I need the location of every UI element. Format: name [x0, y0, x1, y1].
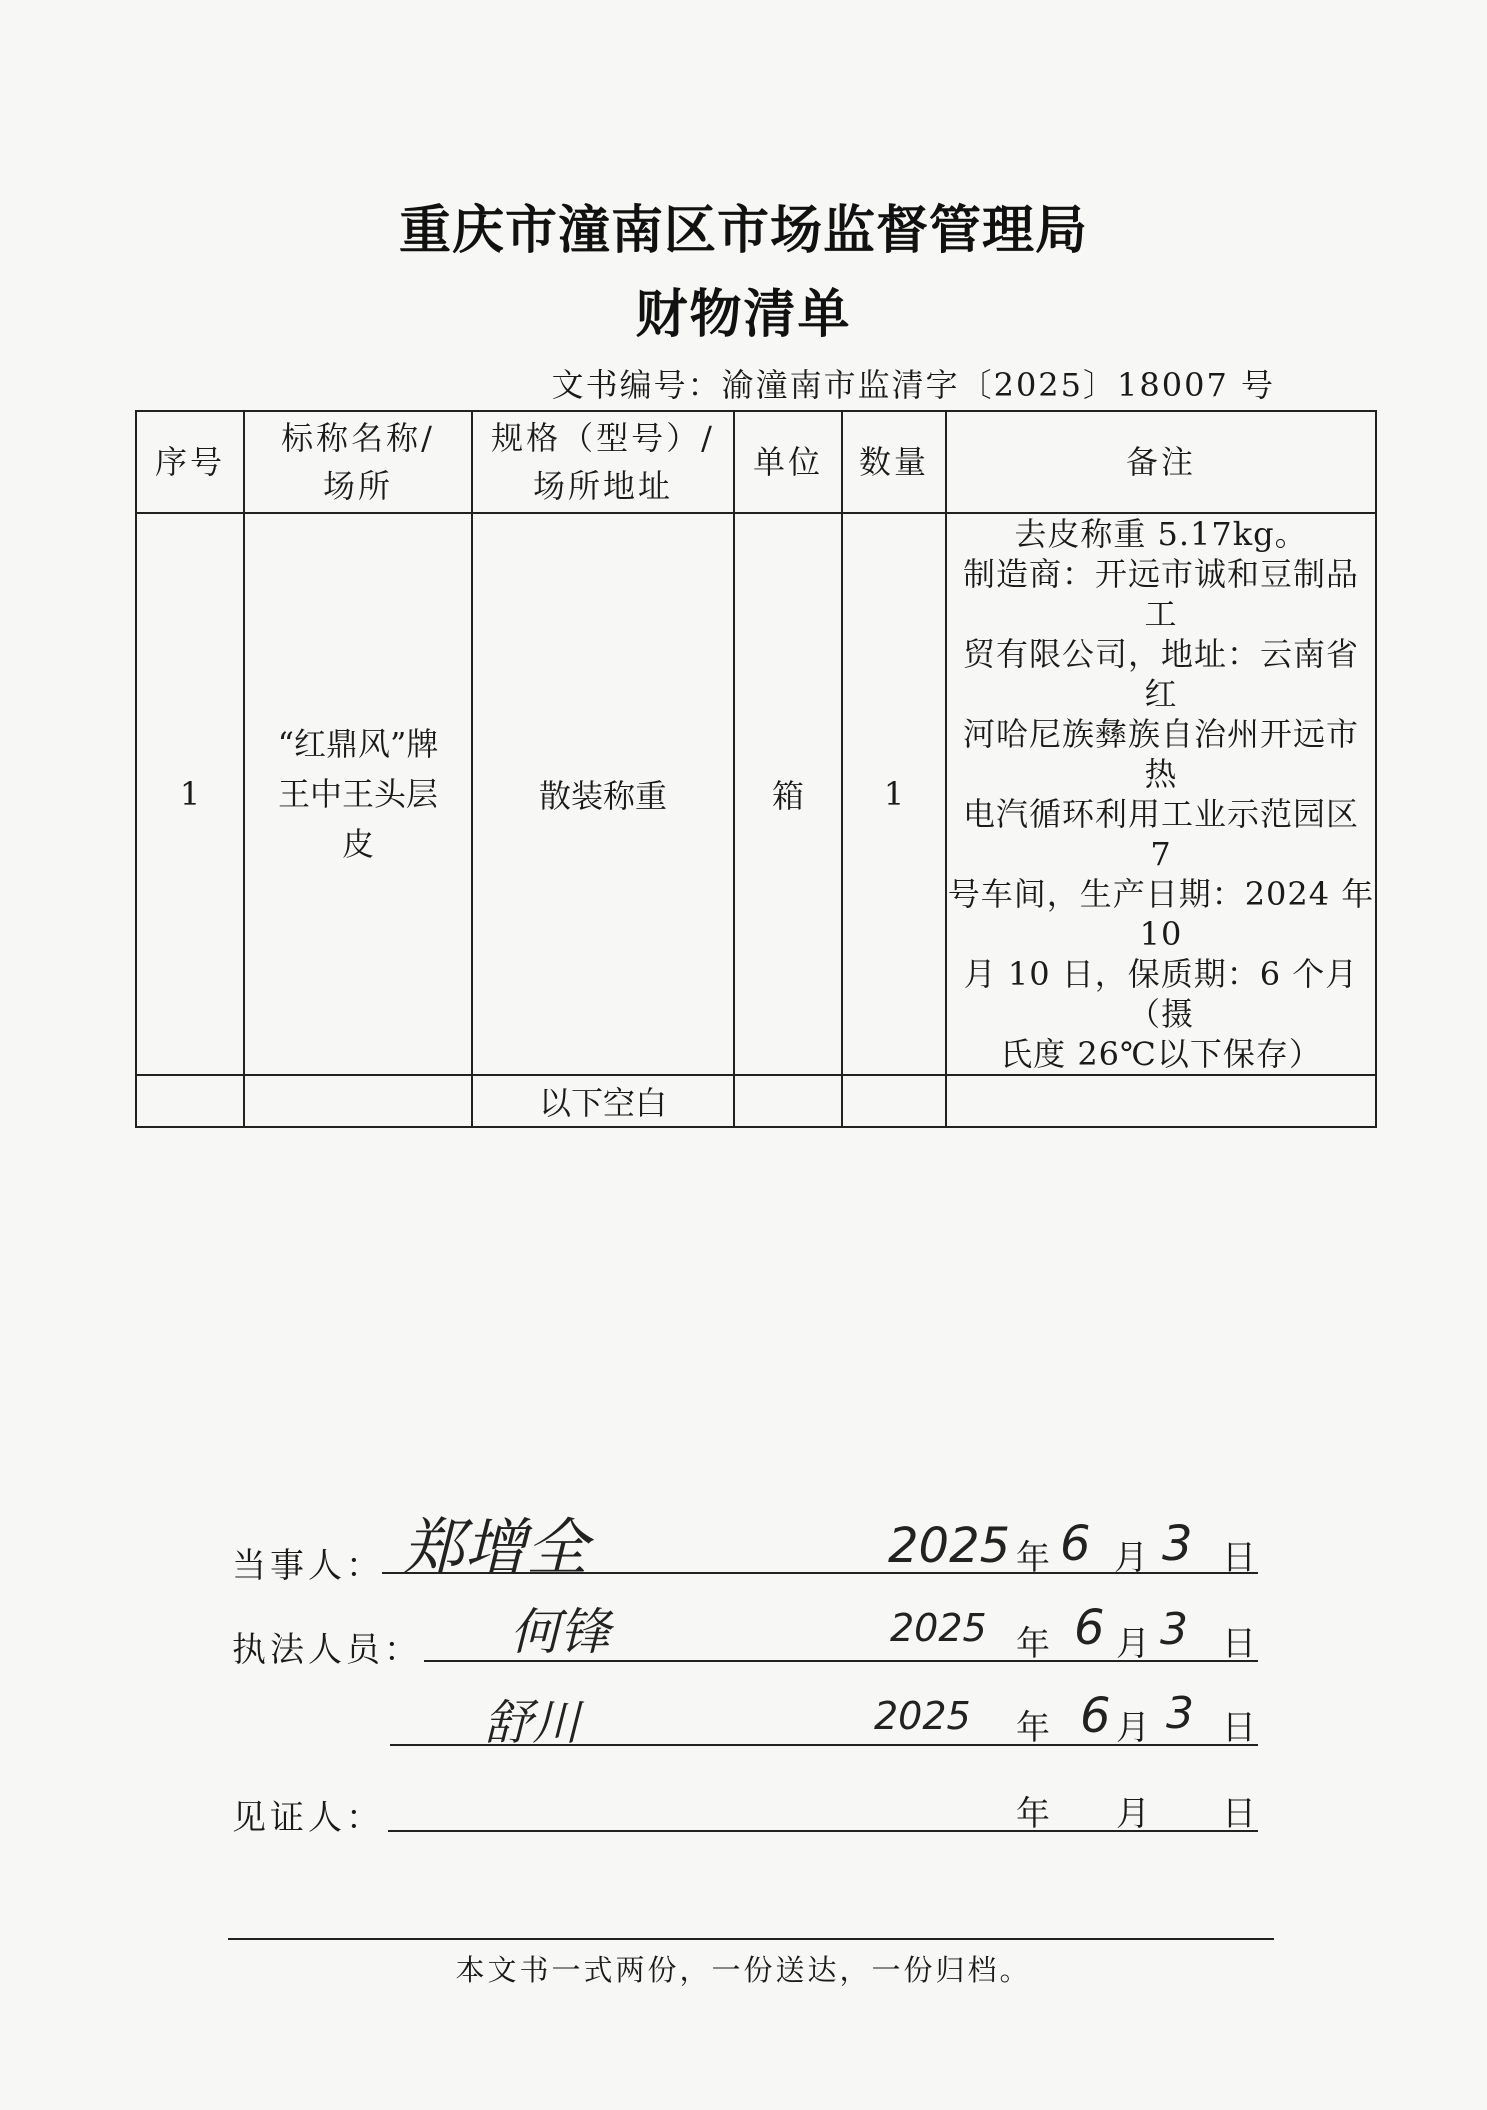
cell-remark — [946, 513, 1376, 1075]
officer1-date-year: 2025 — [890, 1606, 987, 1650]
witness-year-char: 年 — [1016, 1794, 1050, 1834]
witness-label: 见证人： — [232, 1798, 384, 1838]
remark-line: 制造商：开远市诚和豆制品工 — [962, 555, 1359, 633]
party-year-char: 年 — [1016, 1538, 1050, 1578]
officer2-day-char: 日 — [1222, 1708, 1256, 1748]
party-date-month: 6 — [1060, 1516, 1091, 1572]
cell-qty: 1 — [842, 513, 946, 1075]
party-date-year: 2025 — [888, 1518, 1011, 1574]
officer1-date-day: 3 — [1160, 1604, 1188, 1655]
header-qty: 数量 — [842, 411, 946, 513]
document-title: 财物清单 — [635, 285, 852, 345]
header-remark: 备注 — [946, 411, 1376, 513]
officer1-day-char: 日 — [1222, 1624, 1256, 1664]
header-spec-line1: 规格（型号）/ — [491, 419, 715, 457]
remark-line: 河哈尼族彝族自治州开远市热 — [962, 715, 1359, 793]
blank-note: 以下空白 — [472, 1075, 734, 1127]
table-header-row — [136, 411, 1376, 513]
footer-divider — [228, 1938, 1274, 1940]
officer2-signature: 舒川 — [484, 1695, 581, 1751]
officer2-date-year: 2025 — [874, 1694, 971, 1738]
cell-name-line2: 王中王头层 — [277, 775, 438, 813]
party-date-day: 3 — [1162, 1516, 1193, 1572]
remark-line: 电汽循环利用工业示范园区 7 — [962, 795, 1359, 873]
document-number: 文书编号：渝潼南市监清字〔2025〕18007 号 — [551, 366, 1275, 404]
remark-line: 号车间，生产日期：2024 年 10 — [947, 875, 1375, 953]
header-spec-line2: 场所地址 — [532, 467, 673, 505]
table-row-blank — [136, 1075, 1376, 1127]
agency-title: 重庆市潼南区市场监督管理局 — [398, 201, 1088, 261]
party-signature: 郑增全 — [402, 1511, 589, 1584]
cell-unit: 箱 — [734, 513, 842, 1075]
officer1-signature: 何锋 — [510, 1603, 610, 1661]
party-label: 当事人： — [232, 1546, 384, 1586]
cell-name — [244, 513, 472, 1075]
remark-line: 贸有限公司，地址：云南省红 — [962, 635, 1359, 713]
witness-month-char: 月 — [1116, 1794, 1150, 1834]
header-name-line2: 场所 — [322, 467, 393, 505]
officer2-month-char: 月 — [1116, 1708, 1150, 1748]
officer2-date-day: 3 — [1166, 1688, 1194, 1739]
officer2-date-month: 6 — [1080, 1688, 1111, 1744]
header-unit: 单位 — [734, 411, 842, 513]
officer2-year-char: 年 — [1016, 1708, 1050, 1748]
cell-name-line1: “红鼎风”牌 — [277, 725, 439, 763]
officer1-month-char: 月 — [1116, 1624, 1150, 1664]
remark-line: 去皮称重 5.17kg。 — [1014, 515, 1308, 553]
header-spec — [472, 411, 734, 513]
party-month-char: 月 — [1114, 1538, 1148, 1578]
property-list-table — [135, 410, 1377, 1128]
table-row — [136, 513, 1376, 1075]
header-name — [244, 411, 472, 513]
cell-seq: 1 — [136, 513, 244, 1075]
officer1-year-char: 年 — [1016, 1624, 1050, 1664]
cell-name-line3: 皮 — [341, 825, 374, 863]
remark-line: 月 10 日，保质期：6 个月（摄 — [963, 955, 1359, 1033]
footer-note: 本文书一式两份，一份送达，一份归档。 — [455, 1953, 1032, 1987]
remark-line: 氏度 26℃以下保存） — [1000, 1035, 1322, 1073]
header-seq: 序号 — [136, 411, 244, 513]
party-day-char: 日 — [1222, 1538, 1256, 1578]
cell-spec: 散装称重 — [472, 513, 734, 1075]
witness-day-char: 日 — [1222, 1794, 1256, 1834]
header-name-line1: 标称名称/ — [281, 419, 435, 457]
officer1-date-month: 6 — [1074, 1600, 1105, 1656]
officer-label: 执法人员： — [232, 1630, 422, 1670]
